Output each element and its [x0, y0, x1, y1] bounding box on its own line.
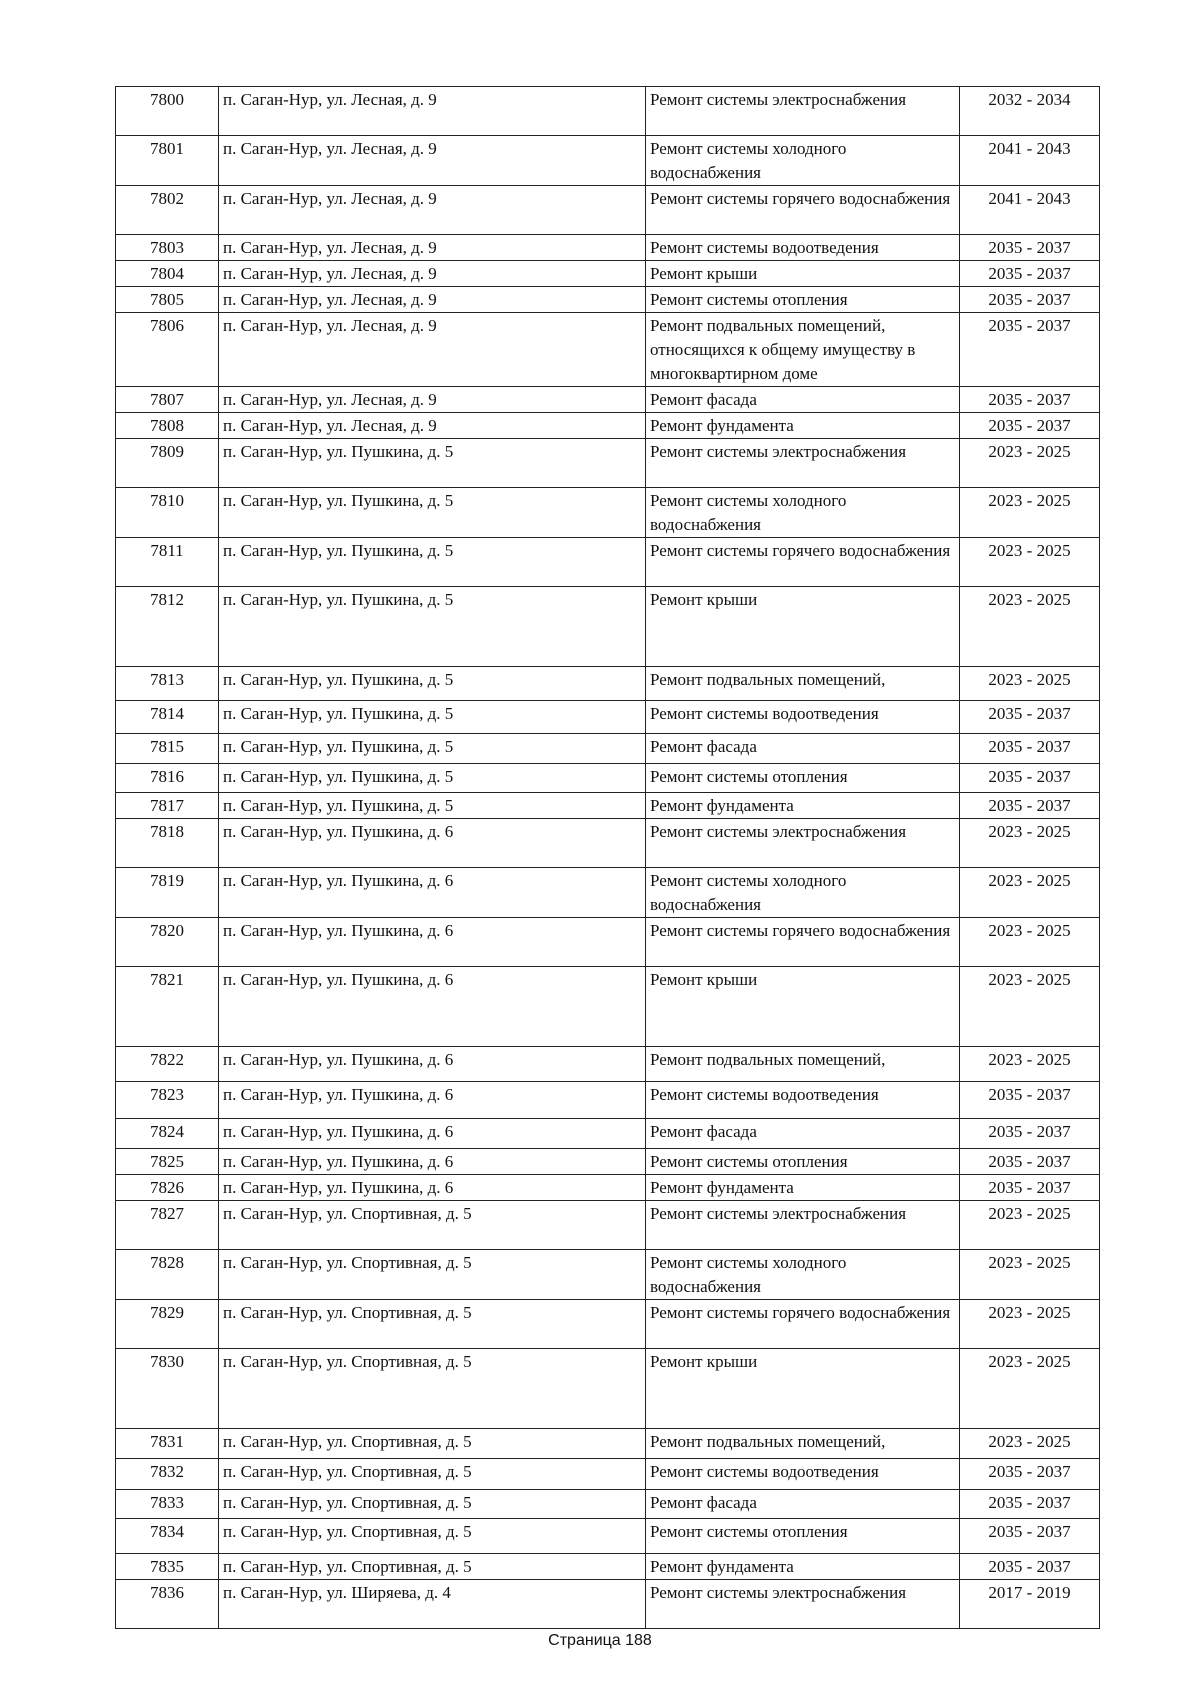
period-cell: 2035 - 2037	[960, 313, 1100, 387]
work-type-cell: Ремонт крыши	[646, 967, 960, 1047]
period-cell: 2023 - 2025	[960, 538, 1100, 587]
table-row	[116, 1429, 1100, 1459]
work-type-cell: Ремонт системы горячего водоснабжения	[646, 186, 960, 235]
row-number-cell: 7834	[116, 1519, 219, 1554]
address-cell: п. Саган-Нур, ул. Пушкина, д. 5	[219, 439, 646, 488]
address-cell: п. Саган-Нур, ул. Спортивная, д. 5	[219, 1201, 646, 1250]
address-cell: п. Саган-Нур, ул. Пушкина, д. 6	[219, 1082, 646, 1119]
row-number-cell: 7821	[116, 967, 219, 1047]
table-row	[116, 667, 1100, 701]
row-number-cell: 7826	[116, 1175, 219, 1201]
work-type-cell: Ремонт системы водоотведения	[646, 235, 960, 261]
table-row	[116, 587, 1100, 667]
table-row	[116, 701, 1100, 734]
address-cell: п. Саган-Нур, ул. Лесная, д. 9	[219, 186, 646, 235]
period-cell: 2023 - 2025	[960, 1429, 1100, 1459]
work-type-cell: Ремонт системы холодного водоснабжения	[646, 868, 960, 918]
table-row	[116, 1175, 1100, 1201]
table-row	[116, 793, 1100, 819]
row-number-cell: 7820	[116, 918, 219, 967]
work-type-cell: Ремонт подвальных помещений, относящихся к общему имуществу в многоквартирном доме	[646, 313, 960, 387]
row-number-cell: 7823	[116, 1082, 219, 1119]
address-cell: п. Саган-Нур, ул. Лесная, д. 9	[219, 136, 646, 186]
work-type-cell: Ремонт системы холодного водоснабжения	[646, 136, 960, 186]
address-cell: п. Саган-Нур, ул. Пушкина, д. 5	[219, 667, 646, 701]
address-cell: п. Саган-Нур, ул. Пушкина, д. 6	[219, 1175, 646, 1201]
row-number-cell: 7800	[116, 87, 219, 136]
table-row	[116, 819, 1100, 868]
row-number-cell: 7813	[116, 667, 219, 701]
table-row	[116, 413, 1100, 439]
period-cell: 2035 - 2037	[960, 413, 1100, 439]
row-number-cell: 7828	[116, 1250, 219, 1300]
address-cell: п. Саган-Нур, ул. Пушкина, д. 6	[219, 1119, 646, 1149]
work-type-cell: Ремонт фасада	[646, 387, 960, 413]
table-row	[116, 313, 1100, 387]
work-type-cell: Ремонт подвальных помещений,	[646, 667, 960, 701]
address-cell: п. Саган-Нур, ул. Пушкина, д. 6	[219, 967, 646, 1047]
work-type-cell: Ремонт системы водоотведения	[646, 1082, 960, 1119]
work-type-cell: Ремонт системы водоотведения	[646, 701, 960, 734]
page-number: Страница 188	[548, 1632, 652, 1649]
period-cell: 2035 - 2037	[960, 287, 1100, 313]
period-cell: 2035 - 2037	[960, 1519, 1100, 1554]
table-row	[116, 1082, 1100, 1119]
address-cell: п. Саган-Нур, ул. Спортивная, д. 5	[219, 1250, 646, 1300]
work-type-cell: Ремонт системы электроснабжения	[646, 1580, 960, 1629]
row-number-cell: 7802	[116, 186, 219, 235]
row-number-cell: 7814	[116, 701, 219, 734]
period-cell: 2023 - 2025	[960, 488, 1100, 538]
table-row	[116, 1149, 1100, 1175]
repair-schedule-table	[115, 86, 1100, 1629]
address-cell: п. Саган-Нур, ул. Пушкина, д. 5	[219, 793, 646, 819]
work-type-cell: Ремонт крыши	[646, 587, 960, 667]
row-number-cell: 7819	[116, 868, 219, 918]
work-type-cell: Ремонт системы электроснабжения	[646, 87, 960, 136]
period-cell: 2023 - 2025	[960, 667, 1100, 701]
address-cell: п. Саган-Нур, ул. Пушкина, д. 5	[219, 701, 646, 734]
table-row	[116, 764, 1100, 793]
row-number-cell: 7801	[116, 136, 219, 186]
period-cell: 2035 - 2037	[960, 1119, 1100, 1149]
period-cell: 2023 - 2025	[960, 868, 1100, 918]
row-number-cell: 7805	[116, 287, 219, 313]
period-cell: 2035 - 2037	[960, 1490, 1100, 1519]
table-row	[116, 868, 1100, 918]
row-number-cell: 7807	[116, 387, 219, 413]
table-row	[116, 1047, 1100, 1082]
row-number-cell: 7827	[116, 1201, 219, 1250]
work-type-cell: Ремонт фасада	[646, 1119, 960, 1149]
work-type-cell: Ремонт крыши	[646, 1349, 960, 1429]
address-cell: п. Саган-Нур, ул. Спортивная, д. 5	[219, 1554, 646, 1580]
period-cell: 2035 - 2037	[960, 734, 1100, 764]
address-cell: п. Саган-Нур, ул. Пушкина, д. 5	[219, 587, 646, 667]
table-body	[116, 87, 1100, 1629]
address-cell: п. Саган-Нур, ул. Пушкина, д. 5	[219, 538, 646, 587]
address-cell: п. Саган-Нур, ул. Спортивная, д. 5	[219, 1429, 646, 1459]
row-number-cell: 7810	[116, 488, 219, 538]
work-type-cell: Ремонт фундамента	[646, 1175, 960, 1201]
work-type-cell: Ремонт системы отопления	[646, 1519, 960, 1554]
work-type-cell: Ремонт системы горячего водоснабжения	[646, 1300, 960, 1349]
table-row	[116, 287, 1100, 313]
address-cell: п. Саган-Нур, ул. Пушкина, д. 6	[219, 1149, 646, 1175]
table-row	[116, 1349, 1100, 1429]
work-type-cell: Ремонт фасада	[646, 734, 960, 764]
table-row	[116, 967, 1100, 1047]
work-type-cell: Ремонт фундамента	[646, 413, 960, 439]
period-cell: 2035 - 2037	[960, 1554, 1100, 1580]
table-row	[116, 235, 1100, 261]
row-number-cell: 7832	[116, 1459, 219, 1490]
period-cell: 2023 - 2025	[960, 1300, 1100, 1349]
work-type-cell: Ремонт системы горячего водоснабжения	[646, 538, 960, 587]
address-cell: п. Саган-Нур, ул. Пушкина, д. 5	[219, 488, 646, 538]
table-row	[116, 136, 1100, 186]
address-cell: п. Саган-Нур, ул. Спортивная, д. 5	[219, 1349, 646, 1429]
work-type-cell: Ремонт системы электроснабжения	[646, 1201, 960, 1250]
table-row	[116, 1580, 1100, 1629]
work-type-cell: Ремонт системы электроснабжения	[646, 439, 960, 488]
period-cell: 2023 - 2025	[960, 918, 1100, 967]
row-number-cell: 7822	[116, 1047, 219, 1082]
work-type-cell: Ремонт системы отопления	[646, 1149, 960, 1175]
table-row	[116, 538, 1100, 587]
period-cell: 2035 - 2037	[960, 1149, 1100, 1175]
row-number-cell: 7803	[116, 235, 219, 261]
row-number-cell: 7804	[116, 261, 219, 287]
address-cell: п. Саган-Нур, ул. Пушкина, д. 6	[219, 868, 646, 918]
period-cell: 2032 - 2034	[960, 87, 1100, 136]
table-row	[116, 1250, 1100, 1300]
table-row	[116, 1119, 1100, 1149]
address-cell: п. Саган-Нур, ул. Лесная, д. 9	[219, 261, 646, 287]
address-cell: п. Саган-Нур, ул. Лесная, д. 9	[219, 387, 646, 413]
address-cell: п. Саган-Нур, ул. Пушкина, д. 6	[219, 918, 646, 967]
address-cell: п. Саган-Нур, ул. Лесная, д. 9	[219, 413, 646, 439]
address-cell: п. Саган-Нур, ул. Пушкина, д. 6	[219, 819, 646, 868]
row-number-cell: 7806	[116, 313, 219, 387]
row-number-cell: 7825	[116, 1149, 219, 1175]
period-cell: 2023 - 2025	[960, 819, 1100, 868]
row-number-cell: 7817	[116, 793, 219, 819]
row-number-cell: 7831	[116, 1429, 219, 1459]
table-row	[116, 87, 1100, 136]
period-cell: 2035 - 2037	[960, 235, 1100, 261]
table-row	[116, 387, 1100, 413]
work-type-cell: Ремонт системы холодного водоснабжения	[646, 488, 960, 538]
period-cell: 2035 - 2037	[960, 764, 1100, 793]
table-row	[116, 1300, 1100, 1349]
work-type-cell: Ремонт фасада	[646, 1490, 960, 1519]
work-type-cell: Ремонт системы электроснабжения	[646, 819, 960, 868]
period-cell: 2041 - 2043	[960, 136, 1100, 186]
address-cell: п. Саган-Нур, ул. Лесная, д. 9	[219, 235, 646, 261]
row-number-cell: 7836	[116, 1580, 219, 1629]
address-cell: п. Саган-Нур, ул. Лесная, д. 9	[219, 287, 646, 313]
work-type-cell: Ремонт системы холодного водоснабжения	[646, 1250, 960, 1300]
period-cell: 2035 - 2037	[960, 261, 1100, 287]
address-cell: п. Саган-Нур, ул. Пушкина, д. 6	[219, 1047, 646, 1082]
period-cell: 2035 - 2037	[960, 701, 1100, 734]
work-type-cell: Ремонт системы горячего водоснабжения	[646, 918, 960, 967]
row-number-cell: 7829	[116, 1300, 219, 1349]
table-row	[116, 186, 1100, 235]
row-number-cell: 7835	[116, 1554, 219, 1580]
table-row	[116, 1201, 1100, 1250]
address-cell: п. Саган-Нур, ул. Спортивная, д. 5	[219, 1300, 646, 1349]
row-number-cell: 7808	[116, 413, 219, 439]
period-cell: 2041 - 2043	[960, 186, 1100, 235]
period-cell: 2035 - 2037	[960, 1459, 1100, 1490]
table-row	[116, 734, 1100, 764]
work-type-cell: Ремонт системы водоотведения	[646, 1459, 960, 1490]
period-cell: 2023 - 2025	[960, 1201, 1100, 1250]
period-cell: 2017 - 2019	[960, 1580, 1100, 1629]
table-row	[116, 1554, 1100, 1580]
period-cell: 2023 - 2025	[960, 967, 1100, 1047]
period-cell: 2023 - 2025	[960, 1047, 1100, 1082]
row-number-cell: 7812	[116, 587, 219, 667]
work-type-cell: Ремонт крыши	[646, 261, 960, 287]
period-cell: 2035 - 2037	[960, 793, 1100, 819]
row-number-cell: 7824	[116, 1119, 219, 1149]
address-cell: п. Саган-Нур, ул. Спортивная, д. 5	[219, 1459, 646, 1490]
period-cell: 2023 - 2025	[960, 1250, 1100, 1300]
table-row	[116, 261, 1100, 287]
address-cell: п. Саган-Нур, ул. Пушкина, д. 5	[219, 764, 646, 793]
table-row	[116, 1490, 1100, 1519]
row-number-cell: 7833	[116, 1490, 219, 1519]
work-type-cell: Ремонт фундамента	[646, 793, 960, 819]
row-number-cell: 7818	[116, 819, 219, 868]
table-row	[116, 439, 1100, 488]
address-cell: п. Саган-Нур, ул. Ширяева, д. 4	[219, 1580, 646, 1629]
table-row	[116, 918, 1100, 967]
row-number-cell: 7830	[116, 1349, 219, 1429]
row-number-cell: 7815	[116, 734, 219, 764]
table-row	[116, 1519, 1100, 1554]
period-cell: 2035 - 2037	[960, 387, 1100, 413]
work-type-cell: Ремонт системы отопления	[646, 287, 960, 313]
row-number-cell: 7811	[116, 538, 219, 587]
address-cell: п. Саган-Нур, ул. Спортивная, д. 5	[219, 1519, 646, 1554]
address-cell: п. Саган-Нур, ул. Лесная, д. 9	[219, 87, 646, 136]
address-cell: п. Саган-Нур, ул. Спортивная, д. 5	[219, 1490, 646, 1519]
period-cell: 2035 - 2037	[960, 1082, 1100, 1119]
row-number-cell: 7809	[116, 439, 219, 488]
period-cell: 2023 - 2025	[960, 1349, 1100, 1429]
work-type-cell: Ремонт подвальных помещений,	[646, 1429, 960, 1459]
row-number-cell: 7816	[116, 764, 219, 793]
table-row	[116, 488, 1100, 538]
address-cell: п. Саган-Нур, ул. Пушкина, д. 5	[219, 734, 646, 764]
work-type-cell: Ремонт системы отопления	[646, 764, 960, 793]
work-type-cell: Ремонт фундамента	[646, 1554, 960, 1580]
work-type-cell: Ремонт подвальных помещений,	[646, 1047, 960, 1082]
period-cell: 2023 - 2025	[960, 439, 1100, 488]
address-cell: п. Саган-Нур, ул. Лесная, д. 9	[219, 313, 646, 387]
period-cell: 2023 - 2025	[960, 587, 1100, 667]
table-row	[116, 1459, 1100, 1490]
period-cell: 2035 - 2037	[960, 1175, 1100, 1201]
